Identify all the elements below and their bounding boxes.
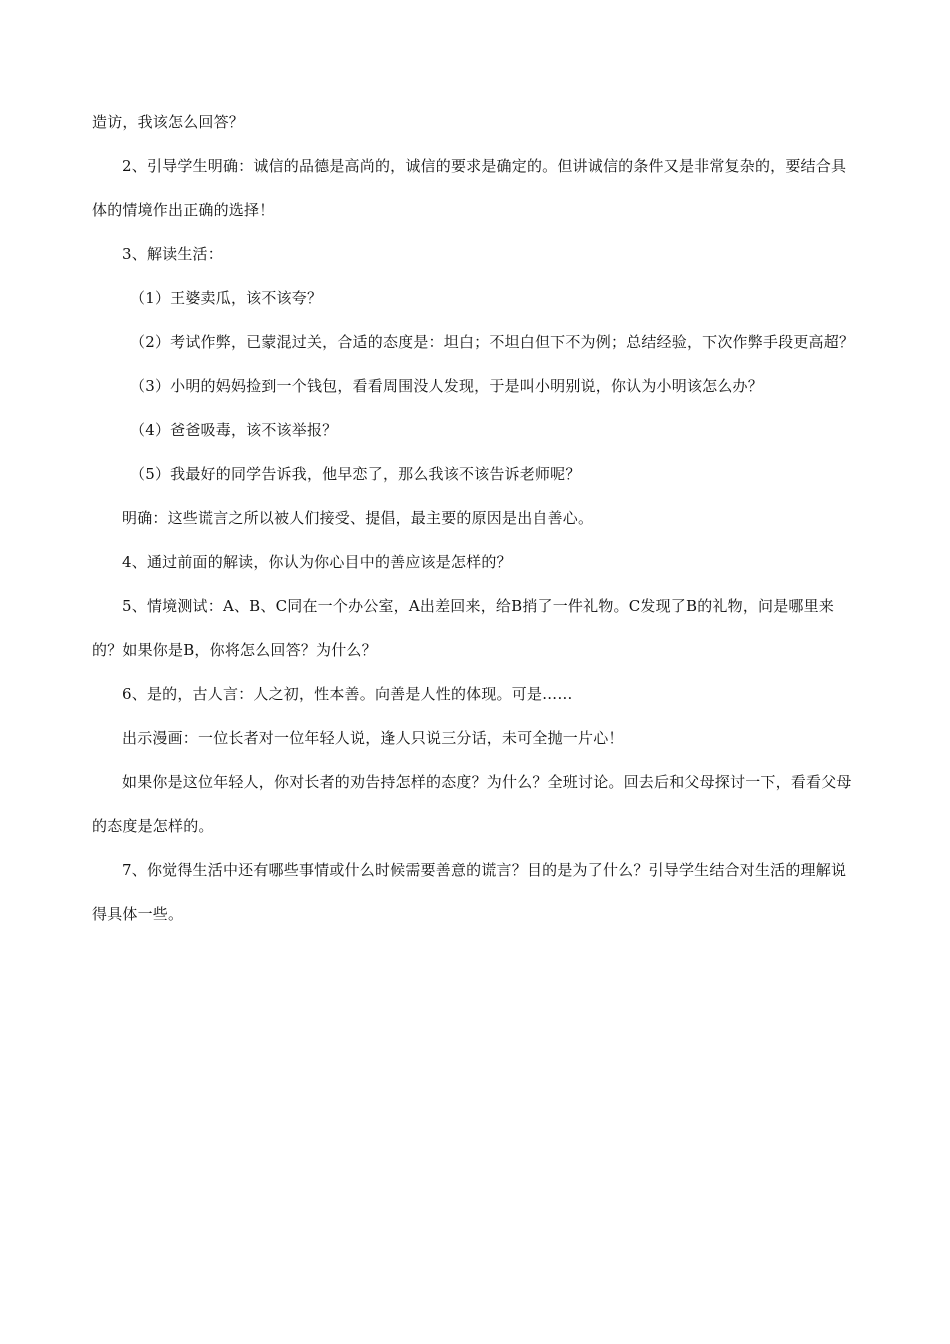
paragraph-sub-item-4: （4）爸爸吸毒，该不该举报？ [130,421,338,439]
paragraph-sub-item-5: （5）我最好的同学告诉我，他早恋了，那么我该不该告诉老师呢？ [130,465,581,483]
paragraph-point-4: 4、通过前面的解读，你认为你心目中的善应该是怎样的？ [122,553,512,571]
document-body [92,100,860,936]
paragraph-sub-item-2: （2）考试作弊，已蒙混过关，合适的态度是：坦白；不坦白但下不为例；总结经验，下次作弊手段更高超？ [130,333,855,351]
paragraph-point-3-heading: 3、解读生活： [122,245,223,263]
paragraph-clarification: 明确：这些谎言之所以被人们接受、提倡，最主要的原因是出自善心。 [122,509,594,527]
paragraph-point-5: 5、情境测试：A、B、C同在一个办公室，A出差回来，给B捎了一件礼物。C发现了B的礼物，问是哪里来的？如果你是B，你将怎么回答？为什么？ [92,597,835,659]
paragraph-sub-item-1: （1）王婆卖瓜，该不该夸？ [130,289,323,307]
paragraph-comic: 出示漫画：一位长者对一位年轻人说，逢人只说三分话，未可全抛一片心！ [122,729,624,747]
paragraph-point-2: 2、引导学生明确：诚信的品德是高尚的，诚信的要求是确定的。但讲诚信的条件又是非常复杂的，要结合具体的情境作出正确的选择！ [92,157,847,219]
paragraph-discussion: 如果你是这位年轻人，你对长者的劝告持怎样的态度？为什么？全班讨论。回去后和父母探讨一下，看看父母的态度是怎样的。 [92,773,852,835]
paragraph-sub-item-3: （3）小明的妈妈捡到一个钱包，看看周围没人发现，于是叫小明别说，你认为小明该怎么办？ [130,377,763,395]
paragraph-point-6: 6、是的，古人言：人之初，性本善。向善是人性的体现。可是…… [122,685,573,703]
paragraph-continuation: 造访，我该怎么回答？ [92,113,245,131]
paragraph-point-7: 7、你觉得生活中还有哪些事情或什么时候需要善意的谎言？目的是为了什么？引导学生结合对生活的理解说得具体一些。 [92,861,847,923]
